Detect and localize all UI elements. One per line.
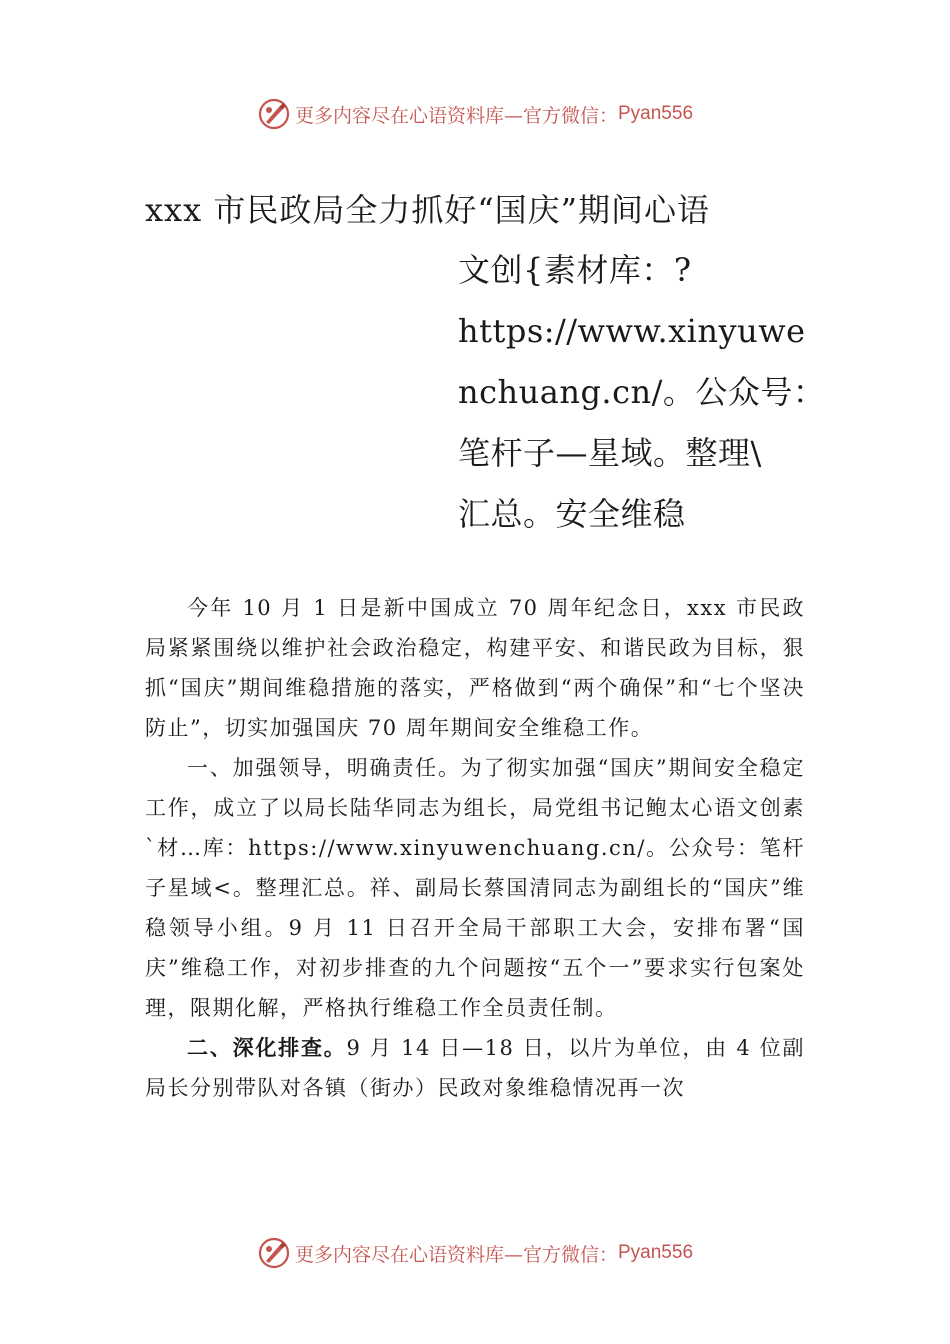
title-line-3: https://www.xinyuwe [458,312,806,350]
paragraph-section-1: 一、加强领导，明确责任。为了彻实加强“国庆”期间安全稳定工作，成立了以局长陆华同志为组长，局党组书记鲍太心语文创素`材…库：https://www.xinyuwenchuang.cn/。公众号：笔杆子星域<。整理汇总。祥、副局长蔡国清同志为副组长的“国庆”维稳领导小组。9 月 11 日召开全局干部职工大会，安排布署“国庆”维稳工作，对初步排查的九个问题按“五个一”要求实行包案处理，限期化解，严格执行维稳工作全员责任制。 [145,756,805,1020]
wechat-id: Pyan556 [618,103,694,124]
title-line-5: 笔杆子—星域。整理\ [458,434,762,472]
title-line-1: xxx 市民政局全力抓好“国庆”期间心语 [145,191,711,229]
header-banner [0,94,950,134]
section-2-text: 9 月 14 日—18 日，以片为单位，由 4 位副局长分别带队对各镇（街办）民政对象维稳情况再一次 [145,1036,806,1100]
section-2-heading: 二、深化排查。 [187,1035,347,1060]
title-continuation [458,240,826,545]
pen-seal-logo-icon [257,97,291,131]
title-line-4: nchuang.cn/。公众号： [458,373,826,411]
banner-text: 更多内容尽在心语资料库—官方微信： [294,104,618,127]
paragraph-section-2 [145,1028,805,1108]
title-line-6: 汇总。安全维稳 [458,495,686,533]
title-line-2: 文创{素材库：? [458,251,692,289]
footer-banner-text: 更多内容尽在心语资料库—官方微信： [294,1243,618,1266]
paragraph-intro: 今年 10 月 1 日是新中国成立 70 周年纪念日，xxx 市民政局紧紧围绕以维护社会政治稳定，构建平安、和谐民政为目标，狠抓“国庆”期间维稳措施的落实，严格做到“两个确保”和“七个坚决防止”，切实加强国庆 70 周年期间安全维稳工作。 [145,596,805,740]
pen-seal-logo-icon [257,1236,291,1270]
footer-wechat-id: Pyan556 [618,1242,694,1263]
document-body [145,588,805,1108]
document-title [145,180,825,545]
footer-banner [0,1233,950,1273]
